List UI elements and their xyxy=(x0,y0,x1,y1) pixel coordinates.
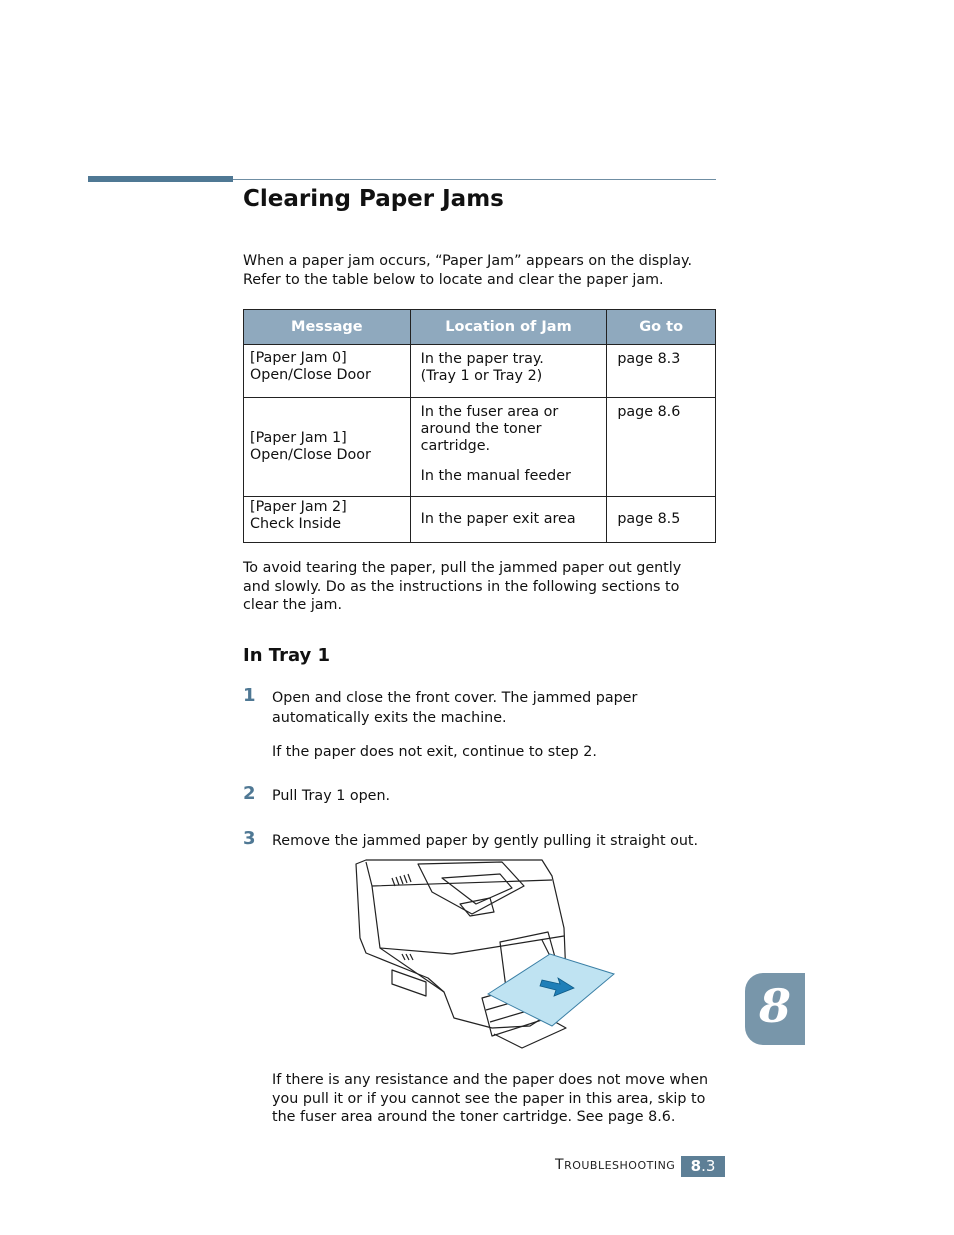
step-text xyxy=(272,786,390,806)
step-text xyxy=(272,831,698,851)
location-line: In the paper tray. xyxy=(420,351,544,367)
section-rule-thin xyxy=(233,179,716,180)
step-line: automatically exits the machine. xyxy=(272,710,507,726)
location-line: (Tray 1 or Tray 2) xyxy=(420,368,543,384)
goto-text: page 8.3 xyxy=(617,351,681,367)
table-row xyxy=(244,345,716,398)
step-line: Remove the jammed paper by gently pulling it straight out. xyxy=(272,833,699,849)
step-line: Open and close the front cover. The jammed paper xyxy=(272,690,638,706)
message-line: Check Inside xyxy=(250,516,342,532)
intro-line: When a paper jam occurs, “Paper Jam” appears on the display. xyxy=(243,253,693,269)
message-line: [Paper Jam 2] xyxy=(250,499,347,515)
footer-label-initial: T xyxy=(555,1157,565,1173)
caution-paragraph xyxy=(243,559,723,615)
chapter-tab xyxy=(745,973,805,1045)
goto-cell xyxy=(607,398,716,497)
message-cell xyxy=(244,398,411,497)
goto-cell xyxy=(607,345,716,398)
chapter-number: 8 xyxy=(759,979,792,1033)
section-heading: In Tray 1 xyxy=(243,645,331,666)
intro-line: Refer to the table below to locate and clear the paper jam. xyxy=(243,271,664,288)
location-line: around the toner xyxy=(420,421,542,437)
goto-text: page 8.6 xyxy=(617,404,681,420)
step-extra: If the paper does not exit, continue to step 2. xyxy=(272,744,597,760)
header-message: Message xyxy=(244,310,411,345)
intro-paragraph xyxy=(243,252,723,289)
header-goto: Go to xyxy=(607,310,716,345)
note-paragraph xyxy=(272,1071,708,1127)
location-cell xyxy=(410,497,607,543)
location-line: cartridge. xyxy=(420,438,491,454)
goto-text: page 8.5 xyxy=(617,511,681,527)
step-number: 3 xyxy=(243,828,256,849)
message-line: Open/Close Door xyxy=(250,367,371,383)
location-line: In the fuser area or xyxy=(420,404,559,420)
header-location: Location of Jam xyxy=(410,310,607,345)
page-number xyxy=(681,1156,725,1177)
caution-line: To avoid tearing the paper, pull the jammed paper out gently xyxy=(243,560,682,576)
message-line: Open/Close Door xyxy=(250,447,371,463)
footer-label-rest: ROUBLESHOOTING xyxy=(564,1159,676,1172)
page-chapter: 8 xyxy=(690,1157,702,1175)
message-line: [Paper Jam 0] xyxy=(250,350,347,366)
goto-cell xyxy=(607,497,716,543)
location-cell xyxy=(410,398,607,497)
step-text xyxy=(272,688,637,762)
table-row xyxy=(244,497,716,543)
paper-jam-table xyxy=(243,309,716,543)
message-cell xyxy=(244,497,411,543)
message-line: [Paper Jam 1] xyxy=(250,430,347,446)
section-rule-thick xyxy=(88,176,233,182)
step-number: 2 xyxy=(243,783,256,804)
step-line: Pull Tray 1 open. xyxy=(272,788,391,804)
table-header-row xyxy=(244,310,716,345)
page-index: .3 xyxy=(701,1157,716,1175)
note-line: the fuser area around the toner cartridge. See page 8.6. xyxy=(272,1109,676,1125)
caution-line: clear the jam. xyxy=(243,597,343,613)
message-cell xyxy=(244,345,411,398)
location-line: In the paper exit area xyxy=(420,511,576,527)
note-line: If there is any resistance and the paper does not move when xyxy=(272,1072,709,1088)
caution-line: and slowly. Do as the instructions in the following sections to xyxy=(243,578,680,595)
table-row xyxy=(244,398,716,497)
location-cell xyxy=(410,345,607,398)
printer-jam-illustration xyxy=(352,858,618,1052)
step-number: 1 xyxy=(243,685,256,706)
note-line: you pull it or if you cannot see the paper in this area, skip to xyxy=(272,1090,706,1107)
location-line: In the manual feeder xyxy=(420,468,571,484)
footer-section-label xyxy=(555,1157,675,1173)
page-title: Clearing Paper Jams xyxy=(243,186,504,212)
